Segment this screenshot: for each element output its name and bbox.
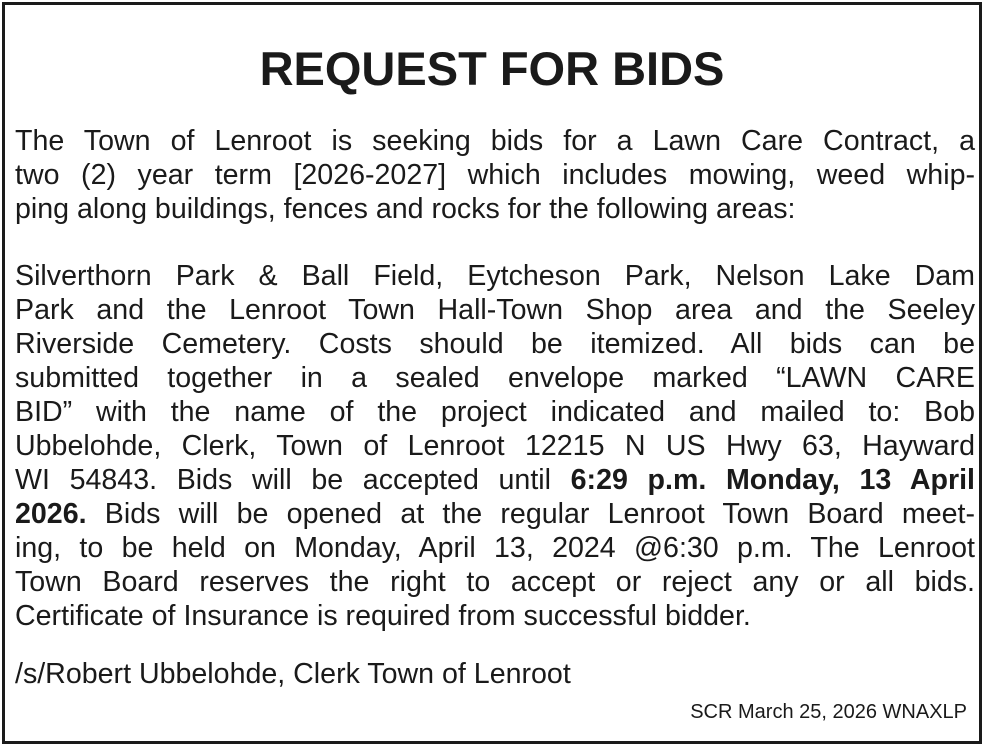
details-line-10: Town Board reserves the right to accept or reject any or all bids. — [15, 566, 975, 598]
details-line-6: Ubbelohde, Clerk, Town of Lenroot 12215 N US Hwy 63, Hayward — [15, 430, 975, 462]
intro-line-3: ping along buildings, fences and rocks for the following areas: — [15, 193, 796, 225]
details-line-4: submitted together in a sealed envelope marked “LAWN CARE — [15, 362, 975, 394]
intro-line-2: two (2) year term [2026-2027] which includes mowing, weed whip- — [15, 159, 975, 191]
details-line-2: Park and the Lenroot Town Hall-Town Shop area and the Seeley — [15, 294, 975, 326]
intro-line-1: The Town of Lenroot is seeking bids for a Lawn Care Contract, a — [15, 125, 975, 157]
details-line-9: ing, to be held on Monday, April 13, 2024 @6:30 p.m. The Lenroot — [15, 532, 975, 564]
deadline-year-text: 2026. — [15, 498, 87, 530]
signature-line: /s/Robert Ubbelohde, Clerk Town of Lenroot — [15, 658, 571, 690]
deadline-intro-text: WI 54843. Bids will be accepted until — [15, 464, 571, 496]
deadline-time-text: 6:29 p.m. Monday, 13 April — [570, 464, 975, 496]
legal-notice — [2, 2, 982, 744]
details-paragraph — [15, 259, 975, 633]
publication-footer: SCR March 25, 2026 WNAXLP — [690, 701, 967, 723]
opening-text: Bids will be opened at the regular Lenroot Town Board meet- — [86, 498, 975, 530]
details-line-11: Certificate of Insurance is required from successful bidder. — [15, 600, 751, 632]
details-line-5: BID” with the name of the project indicated and mailed to: Bob — [15, 396, 975, 428]
intro-paragraph — [15, 124, 975, 226]
details-line-7 — [15, 463, 975, 497]
details-line-8 — [15, 497, 975, 531]
details-line-1: Silverthorn Park & Ball Field, Eytcheson Park, Nelson Lake Dam — [15, 260, 975, 292]
details-line-3: Riverside Cemetery. Costs should be itemized. All bids can be — [15, 328, 975, 360]
notice-title: REQUEST FOR BIDS — [259, 42, 725, 95]
